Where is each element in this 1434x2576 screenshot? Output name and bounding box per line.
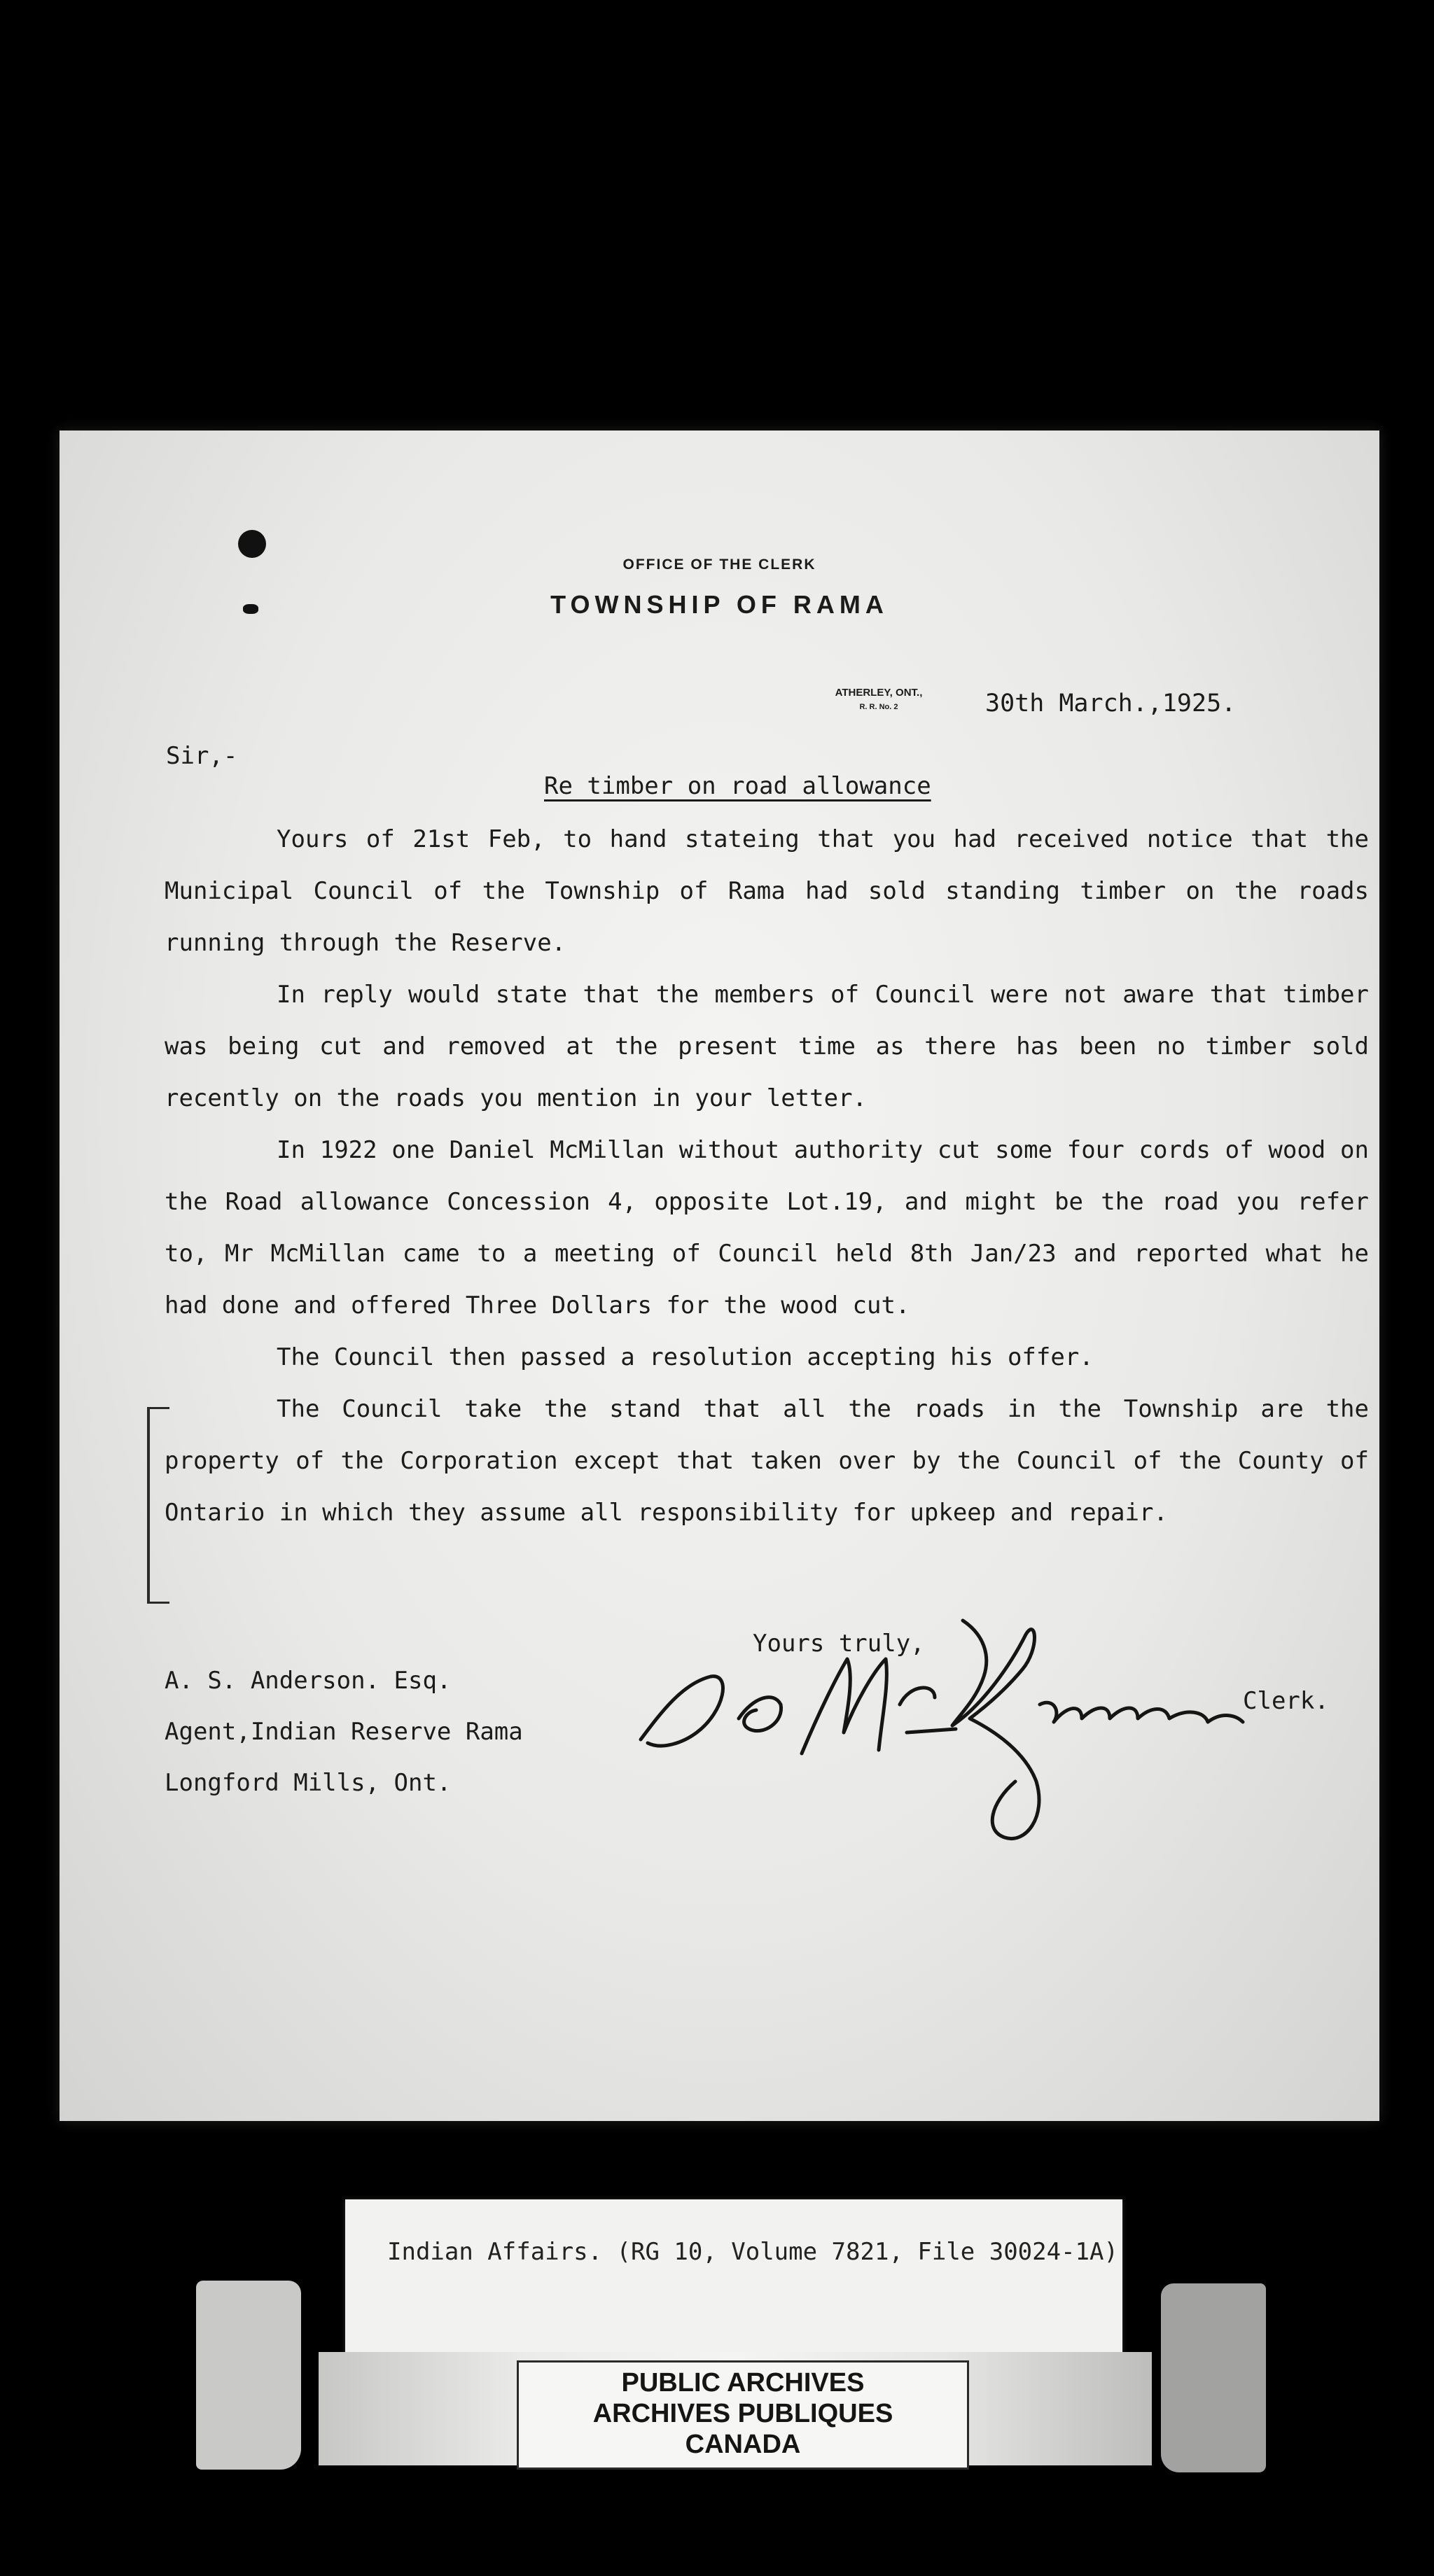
salutation: Sir,- [166, 742, 238, 770]
letterhead-township: TOWNSHIP OF RAMA [550, 590, 889, 619]
mount-tab-left [196, 2281, 301, 2470]
archive-label [345, 2199, 1122, 2362]
stamp-line-3: CANADA [685, 2430, 801, 2459]
letter-body [165, 813, 1369, 1539]
paragraph: In reply would state that the members of Council were not aware that timber was being cut and removed at the present time as there has been no timber sold recently on the roads you mention in your letter. [165, 981, 1369, 1112]
letterhead-address [812, 686, 945, 714]
letter-date: 30th March.,1925. [985, 690, 1237, 718]
paragraph: The Council take the stand that all the roads in the Township are the property of the Corporation except that taken over by the Council of the County of Ontario in which they assume all responsibility for upkeep and repair. [165, 1395, 1369, 1527]
paragraph: Yours of 21st Feb, to hand stateing that you had received notice that the Municipal Council of the Township of Rama had sold standing timber on the roads running through the Reserve. [165, 825, 1369, 957]
address-line-1: ATHERLEY, ONT., [835, 687, 923, 699]
archive-reference: Indian Affairs. (RG 10, Volume 7821, File 30024-1A) [387, 2238, 1118, 2266]
margin-bracket [147, 1407, 169, 1604]
subject-line: Re timber on road allowance [544, 772, 931, 800]
handwritten-signature [634, 1592, 1320, 1872]
stamp-line-1: PUBLIC ARCHIVES [621, 2368, 865, 2398]
archive-stamp [517, 2360, 969, 2470]
stamp-line-2: ARCHIVES PUBLIQUES [592, 2399, 893, 2428]
addressee-block [165, 1656, 523, 1809]
address-line-2: R. R. No. 2 [859, 703, 898, 711]
addressee-name: A. S. Anderson. Esq. [165, 1667, 452, 1695]
letterhead-office: OFFICE OF THE CLERK [622, 556, 816, 573]
paragraph: In 1922 one Daniel McMillan without authority cut some four cords of wood on the Road allowance Concession 4, opposite Lot.19, and might be the road you refer to, Mr McMillan came to a meeting of Council held 8th Jan/23 and reported what he had done and offered Three Dollars for the wood cut. [165, 1136, 1369, 1320]
mount-tab-right [1161, 2283, 1266, 2472]
ink-blot [238, 530, 266, 558]
addressee-location: Longford Mills, Ont. [165, 1769, 452, 1797]
closing: Yours truly, [753, 1630, 925, 1658]
signer-title: Clerk. [1243, 1687, 1329, 1715]
letter-page [60, 430, 1379, 2121]
addressee-position: Agent,Indian Reserve Rama [165, 1718, 523, 1746]
paragraph: The Council then passed a resolution accepting his offer. [277, 1343, 1094, 1371]
